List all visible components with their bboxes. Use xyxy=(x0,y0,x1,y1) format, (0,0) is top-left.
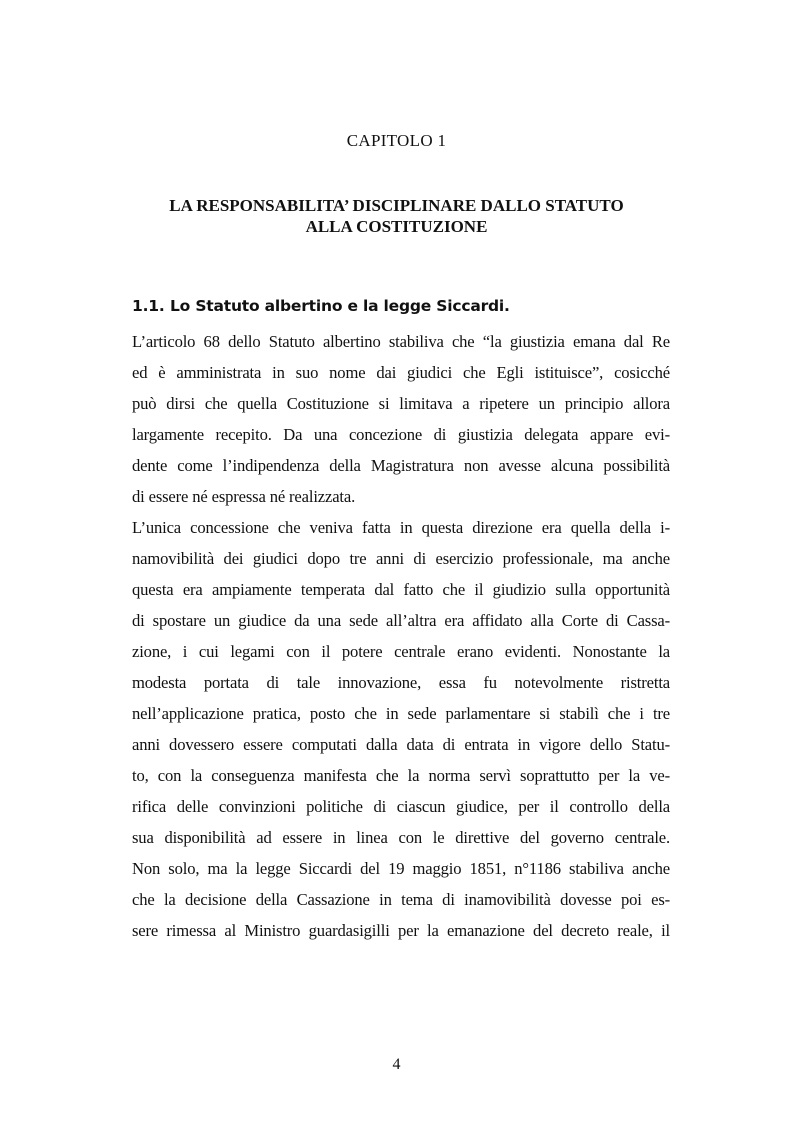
section-title: Lo Statuto albertino e la legge Siccardi. xyxy=(170,297,510,315)
text-line: ed è amministrata in suo nome dai giudici che Egli istituisce”, cosicché xyxy=(132,363,670,382)
text-line: to, con la conseguenza manifesta che la norma servì soprattutto per la ve- xyxy=(132,766,670,785)
text-line: sua disponibilità ad essere in linea con le direttive del governo centrale. xyxy=(132,828,670,847)
text-line: di essere né espressa né realizzata. xyxy=(132,487,356,506)
page-number: 4 xyxy=(392,1056,401,1073)
text-line: di spostare un giudice da una sede all’altra era affidato alla Corte di Cassa- xyxy=(132,611,670,630)
chapter-title-line: LA RESPONSABILITA’ DISCIPLINARE DALLO STATUTO xyxy=(169,196,624,215)
text-line: rifica delle convinzioni politiche di ciascun giudice, per il controllo della xyxy=(132,797,670,816)
chapter-label: CAPITOLO 1 xyxy=(346,131,447,150)
text-line: modesta portata di tale innovazione, essa fu notevolmente ristretta xyxy=(132,673,670,692)
text-line: zione, i cui legami con il potere centrale erano evidenti. Nonostante la xyxy=(132,642,670,661)
chapter-title-line: ALLA COSTITUZIONE xyxy=(305,217,488,236)
text-line: Non solo, ma la legge Siccardi del 19 maggio 1851, n°1186 stabiliva anche xyxy=(132,859,670,878)
text-line: namovibilità dei giudici dopo tre anni di esercizio professionale, ma anche xyxy=(132,549,670,568)
text-line: anni dovessero essere computati dalla data di entrata in vigore dello Statu- xyxy=(132,735,670,754)
text-line: nell’applicazione pratica, posto che in sede parlamentare si stabilì che i tre xyxy=(132,704,670,723)
text-line: può dirsi che quella Costituzione si limitava a ripetere un principio allora xyxy=(132,394,670,413)
text-line: dente come l’indipendenza della Magistratura non avesse alcuna possibilità xyxy=(132,456,670,475)
text-line: L’articolo 68 dello Statuto albertino stabiliva che “la giustizia emana dal Re xyxy=(132,332,670,351)
chapter-title xyxy=(120,195,673,237)
section-heading xyxy=(132,297,510,315)
body-text xyxy=(132,326,670,946)
text-line: L’unica concessione che veniva fatta in questa direzione era quella della i- xyxy=(132,518,670,537)
text-line: questa era ampiamente temperata dal fatto che il giudizio sulla opportunità xyxy=(132,580,670,599)
section-number: 1.1. xyxy=(132,297,165,315)
text-line: sere rimessa al Ministro guardasigilli per la emanazione del decreto reale, il xyxy=(132,921,670,940)
text-line: largamente recepito. Da una concezione di giustizia delegata appare evi- xyxy=(132,425,670,444)
text-line: che la decisione della Cassazione in tema di inamovibilità dovesse poi es- xyxy=(132,890,670,909)
